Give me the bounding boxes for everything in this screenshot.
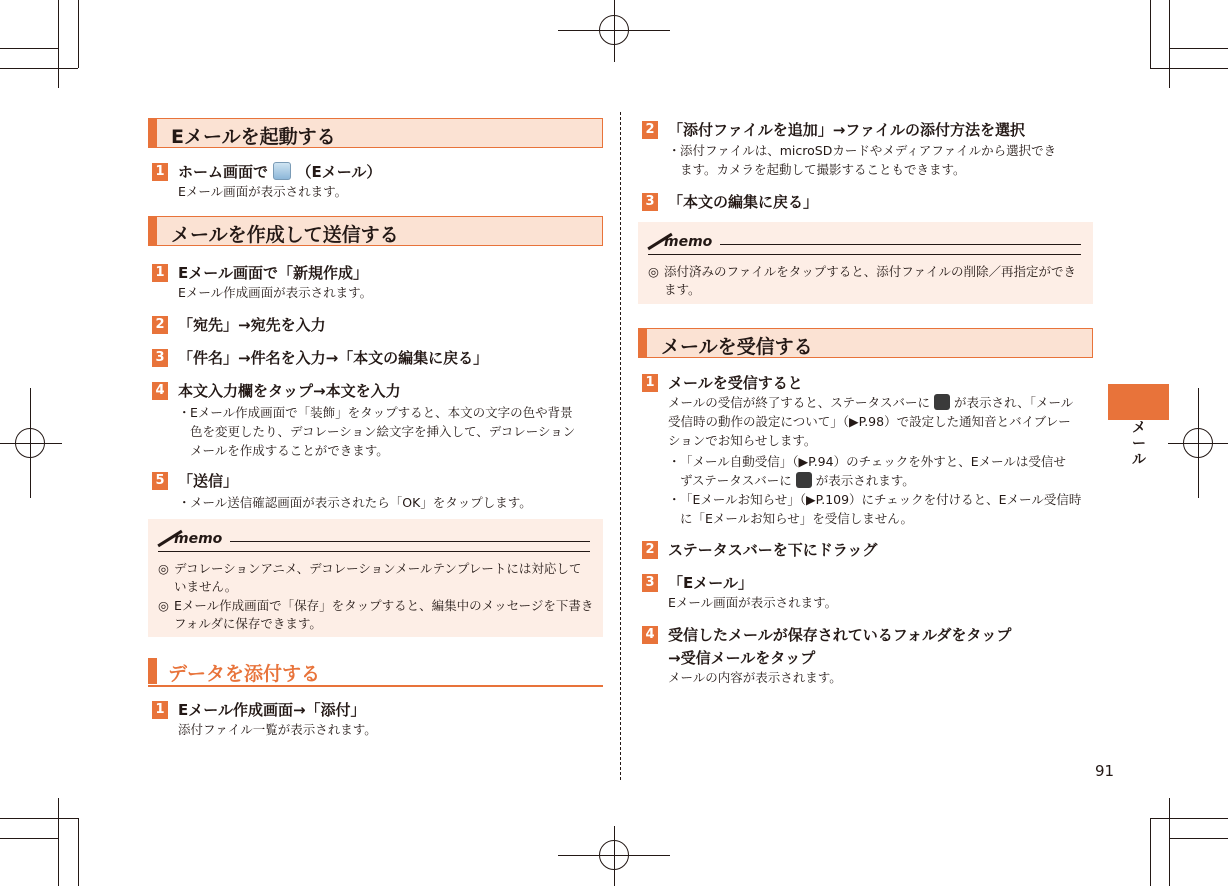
chapter-tab xyxy=(1108,384,1169,420)
step-description: 添付ファイル一覧が表示されます。 xyxy=(178,722,377,737)
bullet-text: 「Eメールお知らせ」（▶P.109）にチェックを付けると、Eメール受信時 xyxy=(680,492,1082,507)
bullet-mark: ・ xyxy=(668,143,681,158)
bullet-mark: ・ xyxy=(668,492,681,507)
section-title: データを添付する xyxy=(168,663,321,685)
bullet-text: メールを作成することができます。 xyxy=(190,443,389,458)
memo-mark: ◎ xyxy=(158,561,169,576)
bullet-mark: ・ xyxy=(668,454,681,469)
memo-text: ます。 xyxy=(664,282,701,297)
step-description: メールの内容が表示されます。 xyxy=(668,670,842,685)
section-title: メールを作成して送信する xyxy=(171,224,399,246)
step-number: 5 xyxy=(152,472,168,490)
bullet-text: に「Eメールお知らせ」を受信しません。 xyxy=(680,511,914,526)
step-number: 2 xyxy=(642,541,658,559)
step-label: Eメール作成画面→「添付」 xyxy=(178,701,366,719)
memo-box xyxy=(148,519,603,637)
step-number: 2 xyxy=(152,316,168,334)
bullet-text: 色を変更したり、デコレーション絵文字を挿入して、デコレーション xyxy=(190,424,576,439)
step-label: 「本文の編集に戻る」 xyxy=(668,193,819,211)
step-number: 3 xyxy=(642,193,658,211)
bullet-text: Eメール作成画面で「装飾」をタップすると、本文の文字の色や背景 xyxy=(190,405,573,420)
step-number: 3 xyxy=(642,574,658,592)
memo-label: memo xyxy=(664,234,713,250)
section-title: Eメールを起動する xyxy=(171,126,336,148)
memo-text: フォルダに保存できます。 xyxy=(174,616,322,631)
section-heading-compose-send xyxy=(148,216,603,246)
step-description: 受信時の動作の設定について」（▶P.98）で設定した通知音とバイブレー xyxy=(668,414,1071,429)
section-heading-start-email xyxy=(148,118,603,148)
step-label: 「Eメール」 xyxy=(668,574,753,592)
bullet-mark: ・ xyxy=(178,405,191,420)
chapter-tab-label: メール xyxy=(1132,420,1146,468)
step-label: →受信メールをタップ xyxy=(668,649,816,667)
step-number: 1 xyxy=(642,374,658,392)
step-number: 4 xyxy=(642,626,658,644)
step-label: Eメール画面で「新規作成」 xyxy=(178,264,368,282)
memo-text: いません。 xyxy=(174,579,238,594)
memo-mark: ◎ xyxy=(158,598,169,613)
email-app-icon xyxy=(273,162,291,180)
step-description: Eメール画面が表示されます。 xyxy=(178,184,348,199)
step-label: 「件名」→件名を入力→「本文の編集に戻る」 xyxy=(178,349,489,367)
step-description: Eメール画面が表示されます。 xyxy=(668,595,838,610)
unread-mail-status-icon xyxy=(796,472,812,488)
column-divider xyxy=(620,112,621,780)
new-mail-notification-icon xyxy=(934,394,950,410)
step-number: 1 xyxy=(152,701,168,719)
step-label: ステータスバーを下にドラッグ xyxy=(668,541,878,559)
bullet-text: ます。カメラを起動して撮影することもできます。 xyxy=(680,162,966,177)
bullet-mark: ・ xyxy=(178,495,191,510)
memo-text: Eメール作成画面で「保存」をタップすると、編集中のメッセージを下書き xyxy=(174,598,594,613)
step-number: 4 xyxy=(152,382,168,400)
memo-label: memo xyxy=(174,531,223,547)
step-label: メールを受信すると xyxy=(668,374,803,392)
section-title: メールを受信する xyxy=(661,336,813,358)
section-heading-attach xyxy=(148,656,603,686)
memo-text: デコレーションアニメ、デコレーションメールテンプレートには対応して xyxy=(174,561,582,576)
step-label: 「送信」 xyxy=(178,472,239,490)
step-number: 1 xyxy=(152,264,168,282)
step-label: ホーム画面で （Eメール） xyxy=(178,163,382,181)
memo-text: 添付済みのファイルをタップすると、添付ファイルの削除／再指定ができ xyxy=(664,264,1077,279)
step-label: 「添付ファイルを追加」→ファイルの添付方法を選択 xyxy=(668,121,1025,139)
bullet-text: 「メール自動受信」（▶P.94）のチェックを外すと、Eメールは受信せ xyxy=(680,454,1066,469)
section-heading-receive xyxy=(638,328,1093,358)
step-number: 1 xyxy=(152,163,168,181)
step-number: 3 xyxy=(152,349,168,367)
step-description: メールの受信が終了すると、ステータスバーに が表示され、「メール xyxy=(668,395,1074,410)
page-number: 91 xyxy=(1095,762,1115,780)
memo-box xyxy=(638,222,1093,304)
memo-mark: ◎ xyxy=(648,264,659,279)
step-description: Eメール作成画面が表示されます。 xyxy=(178,285,373,300)
bullet-text: 添付ファイルは、microSDカードやメディアファイルから選択でき xyxy=(680,143,1057,158)
step-label: 本文入力欄をタップ→本文を入力 xyxy=(178,382,401,400)
bullet-text: ずステータスバーに が表示されます。 xyxy=(680,473,915,488)
step-description: ションでお知らせします。 xyxy=(668,433,817,448)
step-number: 2 xyxy=(642,121,658,139)
step-label: 「宛先」→宛先を入力 xyxy=(178,316,326,334)
step-label: 受信したメールが保存されているフォルダをタップ xyxy=(668,626,1012,644)
bullet-text: メール送信確認画面が表示されたら「OK」をタップします。 xyxy=(190,495,532,510)
